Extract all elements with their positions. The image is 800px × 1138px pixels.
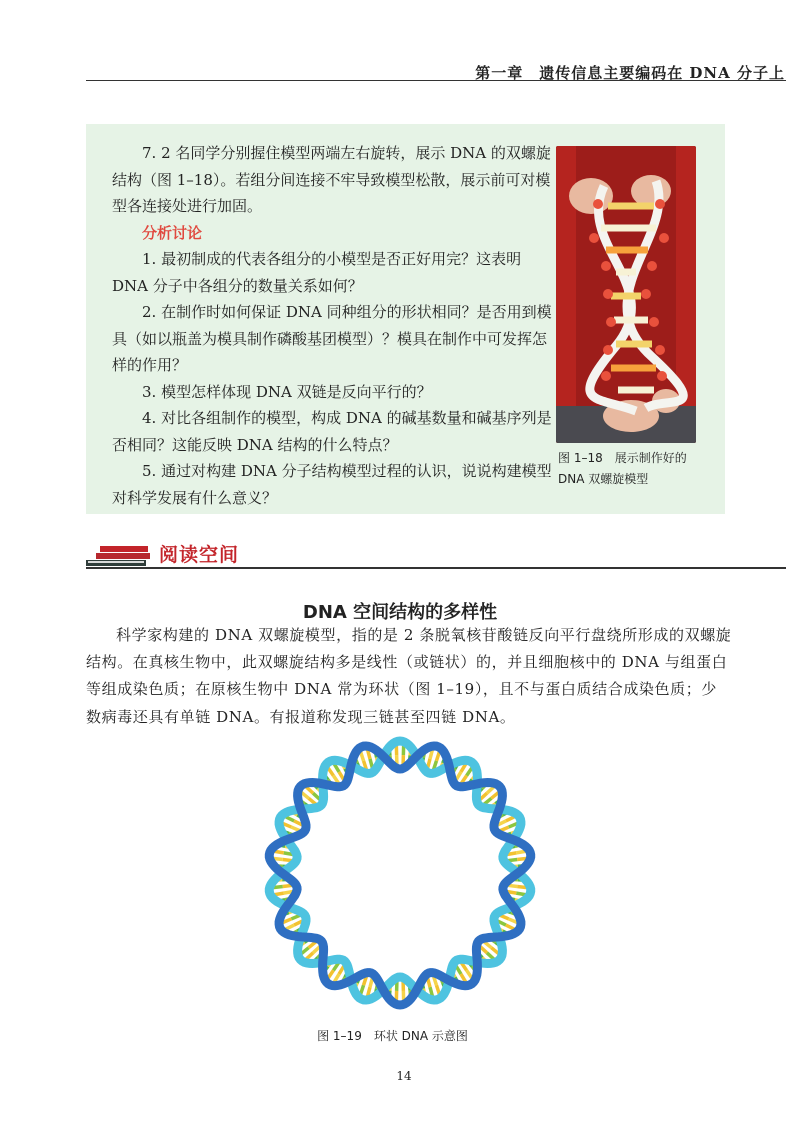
article-paragraph: 科学家构建的 DNA 双螺旋模型，指的是 2 条脱氧核苷酸链反向平行盘绕所形成的双螺旋结构。在真核生物中，此双螺旋结构多是线性（或链状）的，并且细胞核中的 DNA 与组蛋白等组成染色质；在原核生物中 DNA 常为环状（图 1–19），且不与蛋白质结合成染色质；少数病毒还具有单链 DNA。有报道称发现三链甚至四链 DNA。 <box>86 626 732 726</box>
reading-section-title: 阅读空间 <box>159 544 240 566</box>
activity-step-7: 7. 2 名同学分别握住模型两端左右旋转，展示 DNA 的双螺旋结构（图 1–18）。若组分间连接不牢导致模型松散，展示前可对模型各连接处进行加固。 <box>112 144 551 215</box>
question-3: 3. 模型怎样体现 DNA 双链是反向平行的？ <box>142 382 432 401</box>
question-5: 5. 通过对构建 DNA 分子结构模型过程的认识，说说构建模型对科学发展有什么意义？ <box>112 462 552 507</box>
figure-1-18-caption-line1: 图 1–18 展示制作好的 <box>558 451 687 465</box>
article-title: DNA 空间结构的多样性 <box>302 602 498 623</box>
article-body <box>86 622 732 731</box>
activity-text <box>112 140 552 511</box>
figure-1-18-caption-line2: DNA 双螺旋模型 <box>558 472 649 486</box>
question-4: 4. 对比各组制作的模型，构成 DNA 的碱基数量和碱基序列是否相同？这能反映 DNA 结构的什么特点？ <box>112 409 552 454</box>
dna-model-photo <box>556 146 696 443</box>
running-header: 第一章 遗传信息主要编码在 DNA 分子上 <box>475 64 785 82</box>
figure-1-19-caption: 图 1–19 环状 DNA 示意图 <box>317 1029 468 1043</box>
dna-model-photo-graphic <box>556 146 696 443</box>
circular-dna-graphic <box>255 728 545 1018</box>
analysis-heading: 分析讨论 <box>142 223 203 242</box>
reading-section-header <box>86 540 786 570</box>
question-1: 1. 最初制成的代表各组分的小模型是否正好用完？这表明 DNA 分子中各组分的数量关系如何？ <box>112 250 522 295</box>
question-2: 2. 在制作时如何保证 DNA 同种组分的形状相同？是否用到模具（如以瓶盖为模具制作磷酸基团模型）？模具在制作中可发挥怎样的作用？ <box>112 303 552 374</box>
circular-dna-figure <box>255 728 545 1022</box>
figure-1-18-caption <box>558 448 708 490</box>
book-stack-icon <box>86 546 152 566</box>
header-rule <box>86 80 786 81</box>
page-number: 14 <box>396 1069 412 1083</box>
activity-panel <box>86 124 725 514</box>
reading-section-rule <box>86 567 786 569</box>
